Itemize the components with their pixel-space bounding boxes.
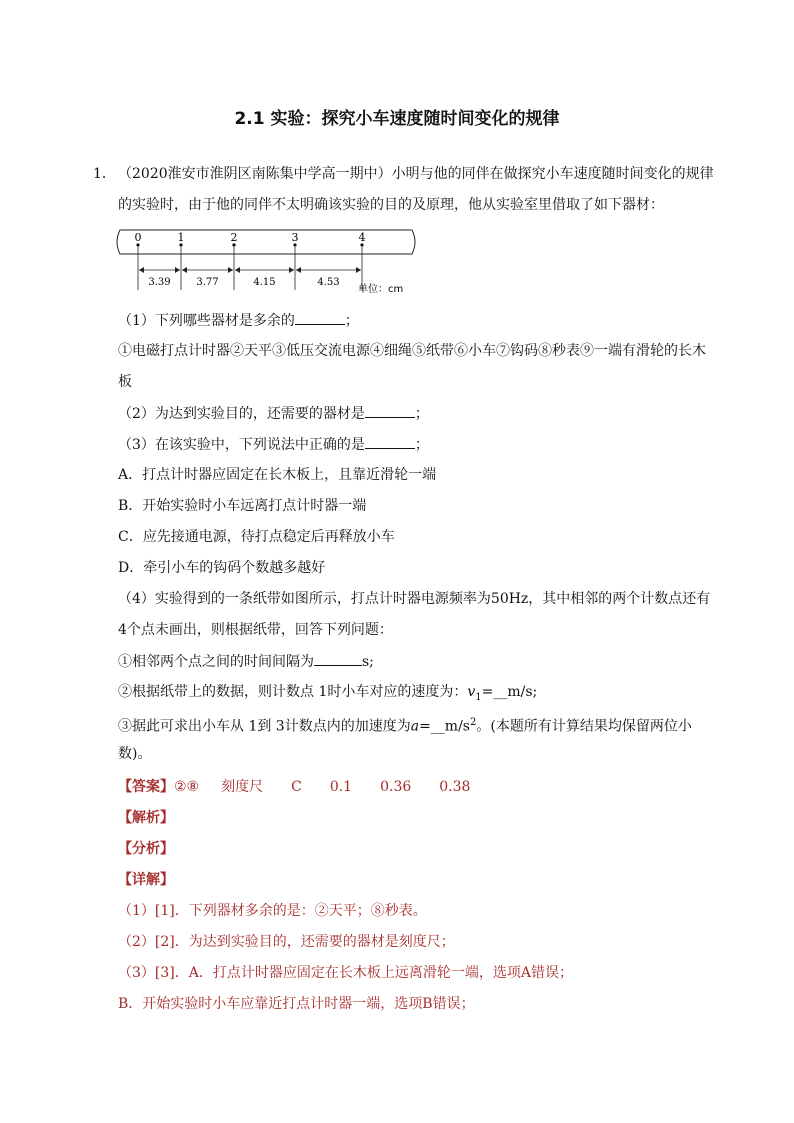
option-b: B．开始实验时小车远离打点计时器一端 <box>118 498 367 514</box>
part2-question: （2）为达到实验目的，还需要的器材是 ； <box>118 403 429 424</box>
answer-item: 刻度尺 <box>221 779 264 795</box>
equipment-list-line1: ①电磁打点计时器②天平③低压交流电源④细绳⑤纸带⑥小车⑦钩码⑧秒表⑨一端有滑轮的长木 <box>118 343 706 359</box>
equipment-list-line2: 板 <box>118 374 132 390</box>
tape-point-label: 3 <box>291 231 299 244</box>
part4-line1: （4）实验得到的一条纸带如图所示，打点计时器电源频率为50Hz，其中相邻的两个计数点还有 <box>118 591 711 607</box>
arrowhead-right <box>228 267 233 273</box>
option-a: A．打点计时器应固定在长木板上，且靠近滑轮一端 <box>118 467 437 483</box>
arrowhead-right <box>356 267 361 273</box>
answer-item: C <box>291 779 302 795</box>
detail-1: （1）[1]．下列器材多余的是：②天平；⑧秒表。 <box>118 903 427 919</box>
tape-distance-label: 4.53 <box>317 277 340 288</box>
unit-label: 单位：cm <box>358 284 404 294</box>
tape-point-label: 4 <box>358 231 366 244</box>
option-d: D．牵引小车的钩码个数越多越好 <box>118 560 326 576</box>
tape-point-label: 1 <box>177 231 185 244</box>
arrowhead-left <box>182 267 187 273</box>
answer-label: 【答案】 <box>118 779 174 795</box>
paper-tape-figure <box>112 222 422 294</box>
question-intro-line2: 的实验时，由于他的同伴不太明确该实验的目的及原理，他从实验室里借取了如下器材： <box>118 197 664 213</box>
detail-4: B．开始实验时小车应靠近打点计时器一端，选项B错误； <box>118 996 475 1012</box>
part4-line2: 4个点未画出，则根据纸带，回答下列问题： <box>118 622 393 638</box>
detail-3: （3）[3]．A．打点计时器应固定在长木板上远离滑轮一端，选项A错误； <box>118 965 573 981</box>
xiangjie-label: 【详解】 <box>118 872 174 888</box>
question-number: 1． <box>93 166 116 182</box>
arrowhead-right <box>289 267 294 273</box>
answer-item: 0.38 <box>439 779 471 795</box>
tape-point-label: 2 <box>230 231 238 244</box>
arrowhead-left <box>139 267 144 273</box>
tape-distance-label: 3.77 <box>196 277 219 288</box>
sub-question-1: ①相邻两个点之间的时间间隔为 s; <box>118 651 374 672</box>
answer-item: 0.1 <box>329 779 353 795</box>
fenxi-label: 【分析】 <box>118 841 174 857</box>
sub-question-3: ③据此可求出小车从 1到 3计数点内的加速度为$a=\_\_m/s^2$。(本题所有计算结果均保留两位小 <box>118 717 692 735</box>
tape-distance-label: 4.15 <box>253 277 276 288</box>
answer-item: ②⑧ <box>174 779 200 795</box>
option-c: C．应先接通电源，待打点稳定后再释放小车 <box>118 529 395 545</box>
part1-question: （1）下列哪些器材是多余的 ； <box>118 310 359 331</box>
arrowhead-left <box>296 267 301 273</box>
tape-point-label: 0 <box>134 231 142 244</box>
question-intro-line1: （2020淮安市淮阴区南陈集中学高一期中）小明与他的同伴在做探究小车速度随时间变化的规律 <box>118 166 714 182</box>
paper-tape <box>117 230 415 254</box>
detail-2: （2）[2]．为达到实验目的，还需要的器材是刻度尺； <box>118 934 455 950</box>
jiexi-label: 【解析】 <box>118 810 174 826</box>
answer-item: 0.36 <box>380 779 412 795</box>
tape-distance-label: 3.39 <box>148 277 171 288</box>
sub-question-2: ②根据纸带上的数据，则计数点 1时小车对应的速度为：$v_1=\_\_m/s$; <box>118 684 538 703</box>
page-title: 2.1 实验：探究小车速度随时间变化的规律 <box>234 109 560 129</box>
arrowhead-left <box>235 267 240 273</box>
arrowhead-right <box>175 267 180 273</box>
sub-question-3-line2: 数)。 <box>118 746 152 762</box>
answer-line <box>118 777 470 797</box>
part3-question: （3）在该实验中，下列说法中正确的是 ； <box>118 434 429 455</box>
